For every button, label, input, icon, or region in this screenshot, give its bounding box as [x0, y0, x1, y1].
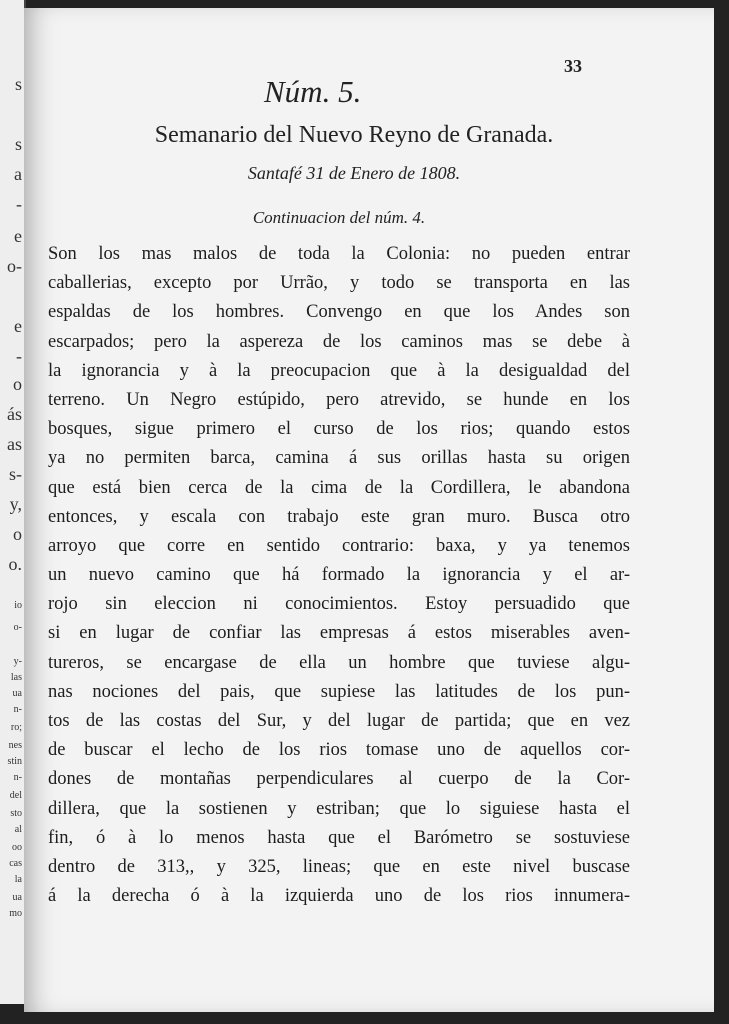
margin-fragment: s- [9, 464, 22, 484]
text-line: caballerias, excepto por Urrão, y todo se transporta en las [48, 273, 630, 294]
text-line: que está bien cerca de la cima de la Cordillera, le abandona [48, 477, 630, 498]
margin-fragment: mo [9, 908, 22, 919]
text-line: escarpados; pero la aspereza de los caminos mas se debe à [48, 331, 630, 352]
text-line: rojo sin eleccion ni conocimientos. Estoy persuadido que [48, 594, 630, 615]
margin-fragment: nes [8, 740, 22, 751]
document-page [24, 8, 714, 1012]
text-line: arroyo que corre en sentido contrario: baxa, y ya tenemos [48, 535, 630, 556]
margin-fragment: e [14, 316, 22, 336]
margin-fragment: io [14, 600, 22, 611]
margin-fragment: y- [13, 656, 22, 667]
text-line: tureros, se encargase de ella un hombre que tuviese algu- [48, 652, 630, 673]
margin-fragment: - [16, 346, 22, 366]
margin-fragment: n- [13, 704, 22, 715]
margin-fragment: o- [13, 622, 22, 633]
text-line: la ignorancia y à la preocupacion que à la desigualdad del [48, 360, 630, 381]
margin-fragment: sto [10, 808, 22, 819]
page-number: 33 [564, 56, 582, 76]
issue-title: Núm. 5. [264, 74, 362, 109]
text-line: un nuevo camino que há formado la ignorancia y el ar- [48, 565, 630, 586]
margin-fragment: s [14, 134, 22, 154]
margin-fragment: ás [7, 404, 22, 424]
text-line: ya no permiten barca, camina á sus orillas hasta su origen [48, 448, 630, 469]
margin-fragment: a [14, 164, 22, 184]
margin-fragment: o [13, 524, 22, 544]
dateline: Santafé 31 de Enero de 1808. [247, 163, 461, 183]
margin-fragment: - [16, 194, 22, 214]
margin-fragment: e [14, 226, 22, 246]
adjacent-page-edge [0, 0, 26, 1004]
margin-fragment: las [10, 672, 22, 683]
text-line: Son los mas malos de toda la Colonia: no pueden entrar [48, 244, 630, 264]
margin-fragment: ua [12, 892, 22, 903]
margin-fragment: la [14, 874, 22, 885]
text-line: espaldas de los hombres. Convengo en que los Andes son [48, 302, 630, 323]
margin-fragment: o. [8, 554, 22, 574]
margin-fragment: ua [12, 688, 22, 699]
text-line: entonces, y escala con trabajo este gran muro. Busca otro [48, 506, 630, 527]
text-line: fin, ó à lo menos hasta que el Barómetro se sostuviese [48, 827, 630, 848]
body-text [48, 240, 630, 911]
text-line: dones de montañas perpendiculares al cuerpo de la Cor- [48, 769, 630, 790]
section-heading: Continuacion del núm. 4. [252, 208, 426, 227]
margin-fragment: s [14, 74, 22, 94]
margin-fragment: oo [12, 842, 22, 853]
text-line: á la derecha ó à la izquierda uno de los rios innumera- [48, 886, 630, 907]
margin-fragment: o [13, 374, 22, 394]
margin-fragment: stin [7, 756, 22, 767]
masthead: Semanario del Nuevo Reyno de Granada. [154, 122, 554, 148]
margin-fragment: n- [13, 772, 22, 783]
margin-fragment: y, [9, 494, 22, 514]
text-line: terreno. Un Negro estúpido, pero atrevido, se hunde en los [48, 389, 630, 410]
margin-fragment: cas [9, 858, 22, 869]
margin-fragment: al [14, 824, 22, 835]
text-line: dentro de 313,, y 325, lineas; que en este nivel buscase [48, 856, 630, 877]
margin-fragment: ro; [10, 722, 22, 733]
text-line: dillera, que la sostienen y estriban; que lo siguiese hasta el [48, 798, 630, 819]
text-line: tos de las costas del Sur, y del lugar de partida; que en vez [48, 711, 630, 731]
margin-fragment: o- [7, 256, 22, 276]
text-line: de buscar el lecho de los rios tomase uno de aquellos cor- [48, 740, 630, 761]
margin-fragment: del [9, 790, 22, 801]
text-line: si en lugar de confiar las empresas á estos miserables aven- [48, 623, 630, 644]
text-line: bosques, sigue primero el curso de los rios; quando estos [48, 419, 630, 440]
text-line: nas nociones del pais, que supiese las latitudes de los pun- [48, 681, 630, 702]
margin-fragment: as [7, 434, 22, 454]
